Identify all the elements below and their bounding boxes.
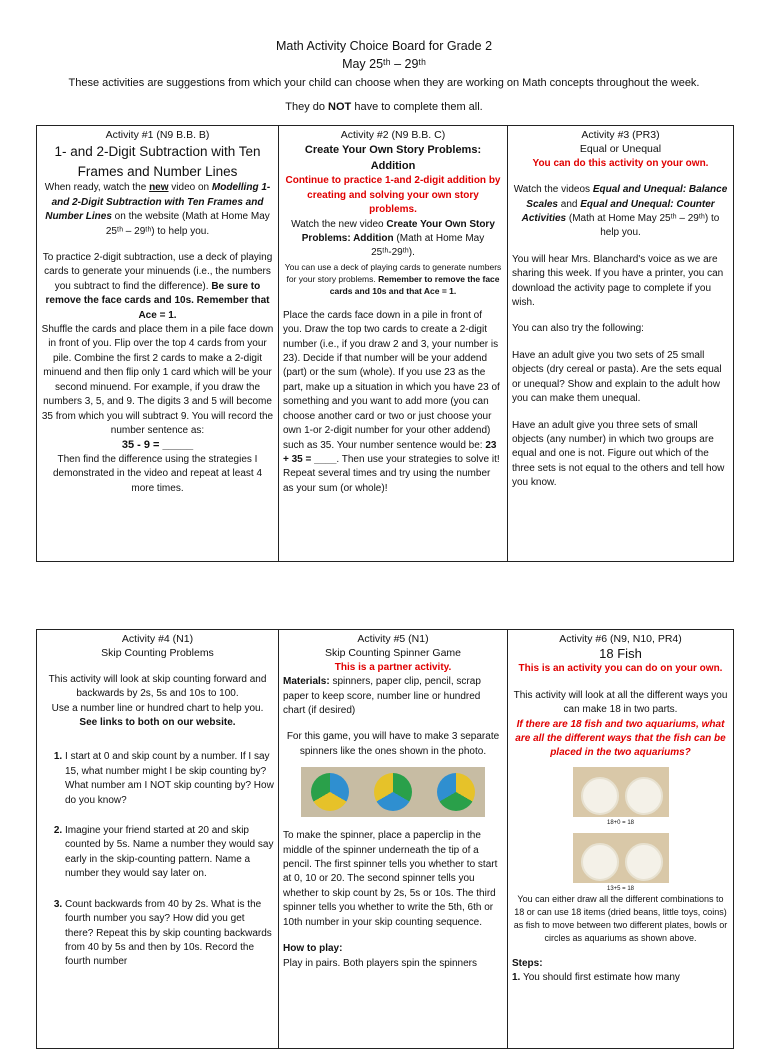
activity-6-cell bbox=[508, 630, 734, 1049]
activity-3-video-text: Watch the videos Equal and Unequal: Balance Scales and Equal and Unequal: Counter Activities (Math at Home May 25ᵗʰ – 29ᵗʰ) to help you. bbox=[513, 184, 728, 239]
bowl-icon bbox=[625, 843, 663, 881]
intro-text: These activities are suggestions from which your child can choose when they are working on Math concepts throughout the week. bbox=[68, 77, 700, 89]
activity-2-video-text: Watch the new video Create Your Own Story Problems: Addition (Math at Home May 25ᵗʰ-29ᵗʰ). bbox=[291, 218, 495, 259]
bowl-icon bbox=[581, 843, 619, 881]
activity-6-label: Activity #6 (N9, N10, PR4) bbox=[559, 633, 682, 645]
activity-4-label: Activity #4 (N1) bbox=[121, 633, 194, 645]
activity-4-tools: Use a number line or hundred chart to help you. bbox=[51, 702, 264, 714]
activity-1-practice-text: To practice 2-digit subtraction, use a deck of playing cards to generate your minuends (i.e., the numbers you subtract to find the difference). Be sure to remove the face cards and 10s. Remember that Ace = 1. bbox=[42, 252, 273, 321]
activity-4-questions bbox=[41, 750, 274, 969]
activity-2-cell bbox=[279, 126, 508, 562]
completion-note: They do NOT have to complete them all. bbox=[285, 101, 483, 113]
activity-1-instructions: Shuffle the cards and place them in a pile face down in front of you. Flip over the top 4 cards from your pile. Combine the first 2 cards to make a 2-digit minuend and then flip only 1 card which will be your second minuend. For example, if you draw the numbers 3, 5, and 9. The digits 3 and 5 will become 35 from which you will subtract 9. You will record the number sentence as: bbox=[41, 324, 274, 436]
date-range: May 25ᵗʰ – 29ᵗʰ bbox=[342, 57, 426, 71]
spinners-photo bbox=[301, 767, 485, 817]
activity-2-label: Activity #2 (N9 B.B. C) bbox=[340, 129, 446, 141]
choice-board-row-2 bbox=[36, 629, 734, 1049]
spinner-2-icon bbox=[374, 773, 412, 811]
activity-5-highlight: This is a partner activity. bbox=[334, 661, 452, 673]
activity-5-materials: Materials: spinners, paper clip, pencil, scrap paper to keep score, number line or hundred chart (if desired) bbox=[283, 676, 481, 717]
photo-caption-2: 13+5 = 18 bbox=[606, 885, 635, 892]
activity-2-title: Create Your Own Story Problems: Addition bbox=[304, 144, 482, 173]
page-title: Math Activity Choice Board for Grade 2 bbox=[275, 39, 493, 53]
activity-6-step-1: 1. You should first estimate how many bbox=[512, 972, 680, 984]
activity-5-title: Skip Counting Spinner Game bbox=[325, 647, 461, 660]
list-item: 1. I start at 0 and skip count by a number. If I say 15, what number might I be skip counting by? What number am I NOT skip counting by? How do you know? bbox=[65, 750, 274, 808]
activity-5-how-to-play: How to play: bbox=[283, 943, 343, 955]
activity-3-two-sets-text: Have an adult give you two sets of 25 small objects (dry cereal or pasta). Are the sets equal or unequal? Show and explain to the adult how you can make them unequal. bbox=[512, 349, 722, 405]
activity-1-label: Activity #1 (N9 B.B. B) bbox=[105, 129, 210, 141]
aquarium-photo-1 bbox=[573, 767, 669, 817]
activity-1-title: 1- and 2-Digit Subtraction with Ten Frames and Number Lines bbox=[54, 144, 261, 179]
activity-3-three-sets-text: Have an adult give you three sets of small objects (any number) in which two groups are equal and one is not. Figure out which of the three sets is not equal to the others and tell how you know. bbox=[512, 419, 725, 489]
activity-3-highlight: You can do this activity on your own. bbox=[532, 157, 709, 169]
spinner-1-icon bbox=[311, 773, 349, 811]
activity-5-label: Activity #5 (N1) bbox=[357, 633, 429, 645]
activity-1-video-text: When ready, watch the new video on Modelling 1- and 2-Digit Subtraction with Ten Frames and Number Lines on the website (Math at Home May 25ᵗʰ – 29ᵗʰ) to help you. bbox=[44, 182, 271, 237]
photo-caption-1: 18+0 = 18 bbox=[606, 819, 635, 826]
activity-6-highlight: This is an activity you can do on your own. bbox=[518, 663, 723, 675]
activity-3-also-text: You can also try the following: bbox=[512, 323, 644, 335]
activity-2-cards-text: You can use a deck of playing cards to generate numbers for your story problems. Remember to remove the face cards and 10s and that Ace = 1. bbox=[284, 261, 502, 296]
activity-4-cell bbox=[37, 630, 279, 1049]
activity-5-play-text: Play in pairs. Both players spin the spinners bbox=[283, 957, 477, 969]
activity-2-instructions: Place the cards face down in a pile in front of you. Draw the top two cards to create a 2-digit number (i.e., if you draw 2 and 3, your number is 23). Decide if that number will be your addend (part) or the sum (whole). If you use 23 as the part, make up a situation in which you have 23 of something and you want to add more (you can choose another card or two or just choose your own 1-or 2-digit number for your other addend) such as 35. Your number sentence would be: 23 + 35 = ____. Then use your strategies to solve it! Repeat several times and try using the number as your sum (or whole)! bbox=[283, 309, 500, 494]
activity-3-label: Activity #3 (PR3) bbox=[581, 129, 660, 141]
activity-2-highlight: Continue to practice 1-and 2-digit addition by creating and solving your own story problems. bbox=[285, 175, 501, 216]
aquarium-photo-2 bbox=[573, 833, 669, 883]
activity-4-links: See links to both on our website. bbox=[79, 717, 236, 729]
activity-5-spinner-instructions: To make the spinner, place a paperclip in the middle of the spinner underneath the tip of a pencil. The first spinner tells you whether to start at 0, 10 or 20. The second spinner tells you whether to skip count by 2s, 5s or 10s. The third spinner tells you whether to write the 5th, 6th or 10th number in your skip counting sequence. bbox=[283, 830, 498, 928]
activity-6-options: You can either draw all the different combinations to 18 or can use 18 items (dried beans, little toys, coins) as fish to move between two different plates, bowls or circles as aquariums as shown above. bbox=[513, 893, 728, 943]
list-item: 2. Imagine your friend started at 20 and skip counted by 5s. Name a number they would say early in the skip-counting pattern. Name a number they would say later on. bbox=[65, 824, 274, 882]
activity-1-equation: 35 - 9 = _____ bbox=[121, 439, 194, 452]
activity-5-spinner-note: For this game, you will have to make 3 separate spinners like the ones shown in the photo. bbox=[286, 731, 500, 757]
activity-1-cell bbox=[37, 126, 279, 562]
activity-4-title: Skip Counting Problems bbox=[101, 647, 214, 660]
activity-6-title: 18 Fish bbox=[599, 646, 642, 662]
choice-board-row-1 bbox=[36, 125, 734, 562]
activity-3-title: Equal or Unequal bbox=[579, 143, 662, 156]
activity-5-cell bbox=[279, 630, 508, 1049]
list-item: 3. Count backwards from 40 by 2s. What is the fourth number you say? How did you get there? Repeat this by skip counting backwards from 40 by 5s and then by 10s. Record the fourth number bbox=[65, 898, 274, 970]
bowl-icon bbox=[581, 777, 619, 815]
activity-3-printer-text: You will hear Mrs. Blanchard's voice as we are sharing this week. If you have a printer, you can download the activity page to complete if you wish. bbox=[512, 253, 724, 309]
activity-4-intro: This activity will look at skip counting forward and backwards by 2s, 5s and 10s to 100. bbox=[48, 673, 267, 700]
activity-6-intro: This activity will look at all the different ways you can make 18 in two parts. bbox=[513, 689, 728, 716]
activity-1-closing: Then find the difference using the strategies I demonstrated in the video and repeat at least 4 more times. bbox=[52, 453, 263, 494]
spinner-3-icon bbox=[437, 773, 475, 811]
activity-6-question: If there are 18 fish and two aquariums, what are all the different ways that the fish can be placed in the two aquariums? bbox=[515, 718, 726, 759]
activity-6-steps-label: Steps: bbox=[512, 957, 543, 969]
activity-3-cell bbox=[508, 126, 734, 562]
bowl-icon bbox=[625, 777, 663, 815]
